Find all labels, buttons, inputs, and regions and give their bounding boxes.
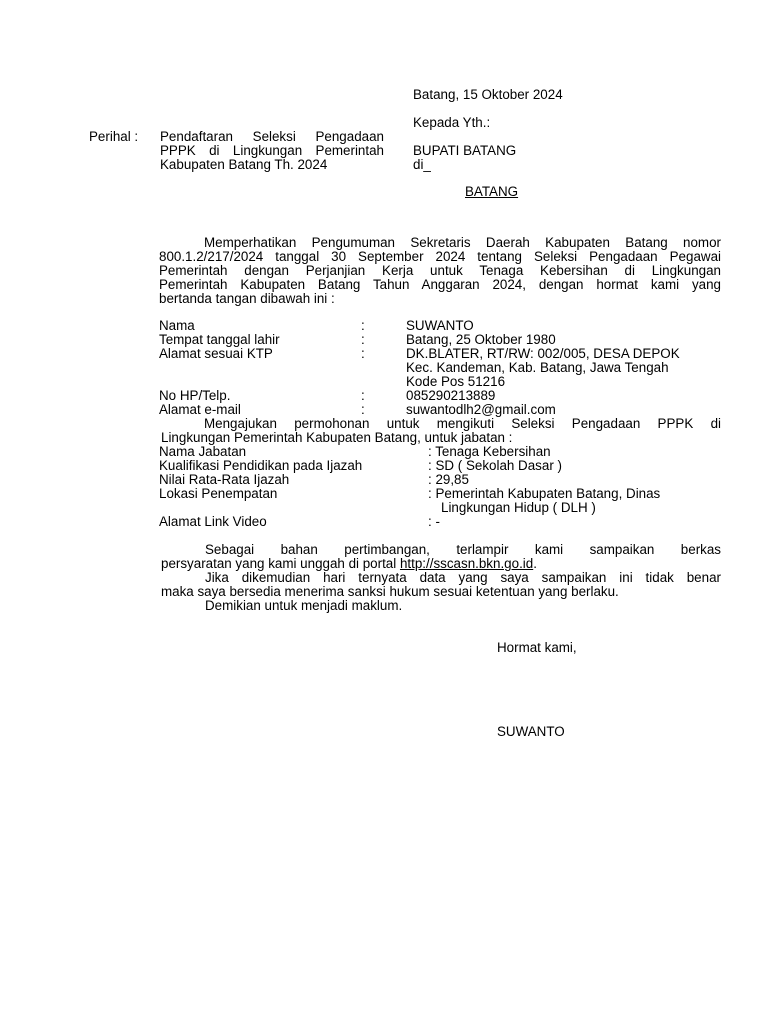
kualifikasi-label: Kualifikasi Pendidikan pada Ijazah [159,458,363,473]
nilai-label: Nilai Rata-Rata Ijazah [159,472,290,487]
closing-p2-line-1: Jika dikemudian hari ternyata data yang saya sampaikan ini tidak benar [205,570,721,585]
perihal-line-1: Pendaftaran Seleksi Pengadaan [160,129,384,144]
sscasn-portal-link[interactable]: http://sscasn.bkn.go.id [399,556,534,571]
alamat-line-3: Kode Pos 51216 [406,374,506,389]
recipient: BUPATI BATANG [413,143,517,158]
signature-name: SUWANTO [497,724,565,739]
hp-label: No HP/Telp. [159,388,231,403]
email-value: suwantodlh2@gmail.com [406,402,556,417]
intro-line-4: Pemerintah Kabupaten Batang Tahun Anggaran 2024, dengan hormat kami yang [159,277,721,292]
video-value: : - [428,514,440,529]
intro-line-2: 800.1.2/217/2024 tanggal 30 September 2024 tentang Seleksi Pengadaan Pegawai [159,249,721,264]
jabatan-label: Nama Jabatan [159,444,247,459]
email-colon: : [361,402,365,417]
alamat-colon: : [361,346,365,361]
hp-colon: : [361,388,365,403]
nama-label: Nama [159,318,195,333]
ttl-colon: : [361,332,365,347]
intro-line-1: Memperhatikan Pengumuman Sekretaris Daerah Kabupaten Batang nomor [204,235,721,250]
alamat-line-2: Kec. Kandeman, Kab. Batang, Jawa Tengah [406,360,669,375]
hp-value: 085290213889 [406,388,496,403]
kualifikasi-value: : SD ( Sekolah Dasar ) [428,458,562,473]
nama-colon: : [361,318,365,333]
video-label: Alamat Link Video [159,514,267,529]
perihal-label: Perihal : [89,129,139,144]
request-line-1: Mengajukan permohonan untuk mengikuti Seleksi Pengadaan PPPK di [204,416,721,431]
jabatan-value: : Tenaga Kebersihan [428,444,551,459]
lokasi-value-2: Lingkungan Hidup ( DLH ) [441,500,596,515]
kepada-label: Kepada Yth.: [413,115,491,130]
lokasi-label: Lokasi Penempatan [159,486,278,501]
lokasi-value-1: : Pemerintah Kabupaten Batang, Dinas [428,486,661,501]
letter-date: Batang, 15 Oktober 2024 [413,87,563,102]
perihal-line-2: PPPK di Lingkungan Pemerintah [160,143,384,158]
email-label: Alamat e-mail [159,402,241,417]
closing-p2-line-2: maka saya bersedia menerima sanksi hukum sesuai ketentuan yang berlaku. [161,584,619,599]
closing-p1-line-2 [161,556,537,571]
closing-p1-line-1: Sebagai bahan pertimbangan, terlampir kami sampaikan berkas [205,542,721,557]
alamat-label: Alamat sesuai KTP [159,346,273,361]
ttl-label: Tempat tanggal lahir [159,332,280,347]
signature-greeting: Hormat kami, [497,640,577,655]
closing-p1-line-2-text: persyaratan yang kami unggah di portal [161,556,397,571]
closing-p3: Demikian untuk menjadi maklum. [205,598,403,613]
alamat-line-1: DK.BLATER, RT/RW: 002/005, DESA DEPOK [406,346,680,361]
perihal-line-3: Kabupaten Batang Th. 2024 [160,157,328,172]
recipient-city: BATANG [465,184,519,199]
nilai-value: : 29,85 [428,472,469,487]
ttl-value: Batang, 25 Oktober 1980 [406,332,556,347]
intro-line-3: Pemerintah dengan Perjanjian Kerja untuk Tenaga Kebersihan di Lingkungan [159,263,721,278]
request-line-2: Lingkungan Pemerintah Kabupaten Batang, untuk jabatan : [161,430,513,445]
closing-p1-period: . [533,556,537,571]
nama-value: SUWANTO [406,318,474,333]
recipient-di: di_ [413,157,431,172]
intro-line-5: bertanda tangan dibawah ini : [159,291,335,306]
